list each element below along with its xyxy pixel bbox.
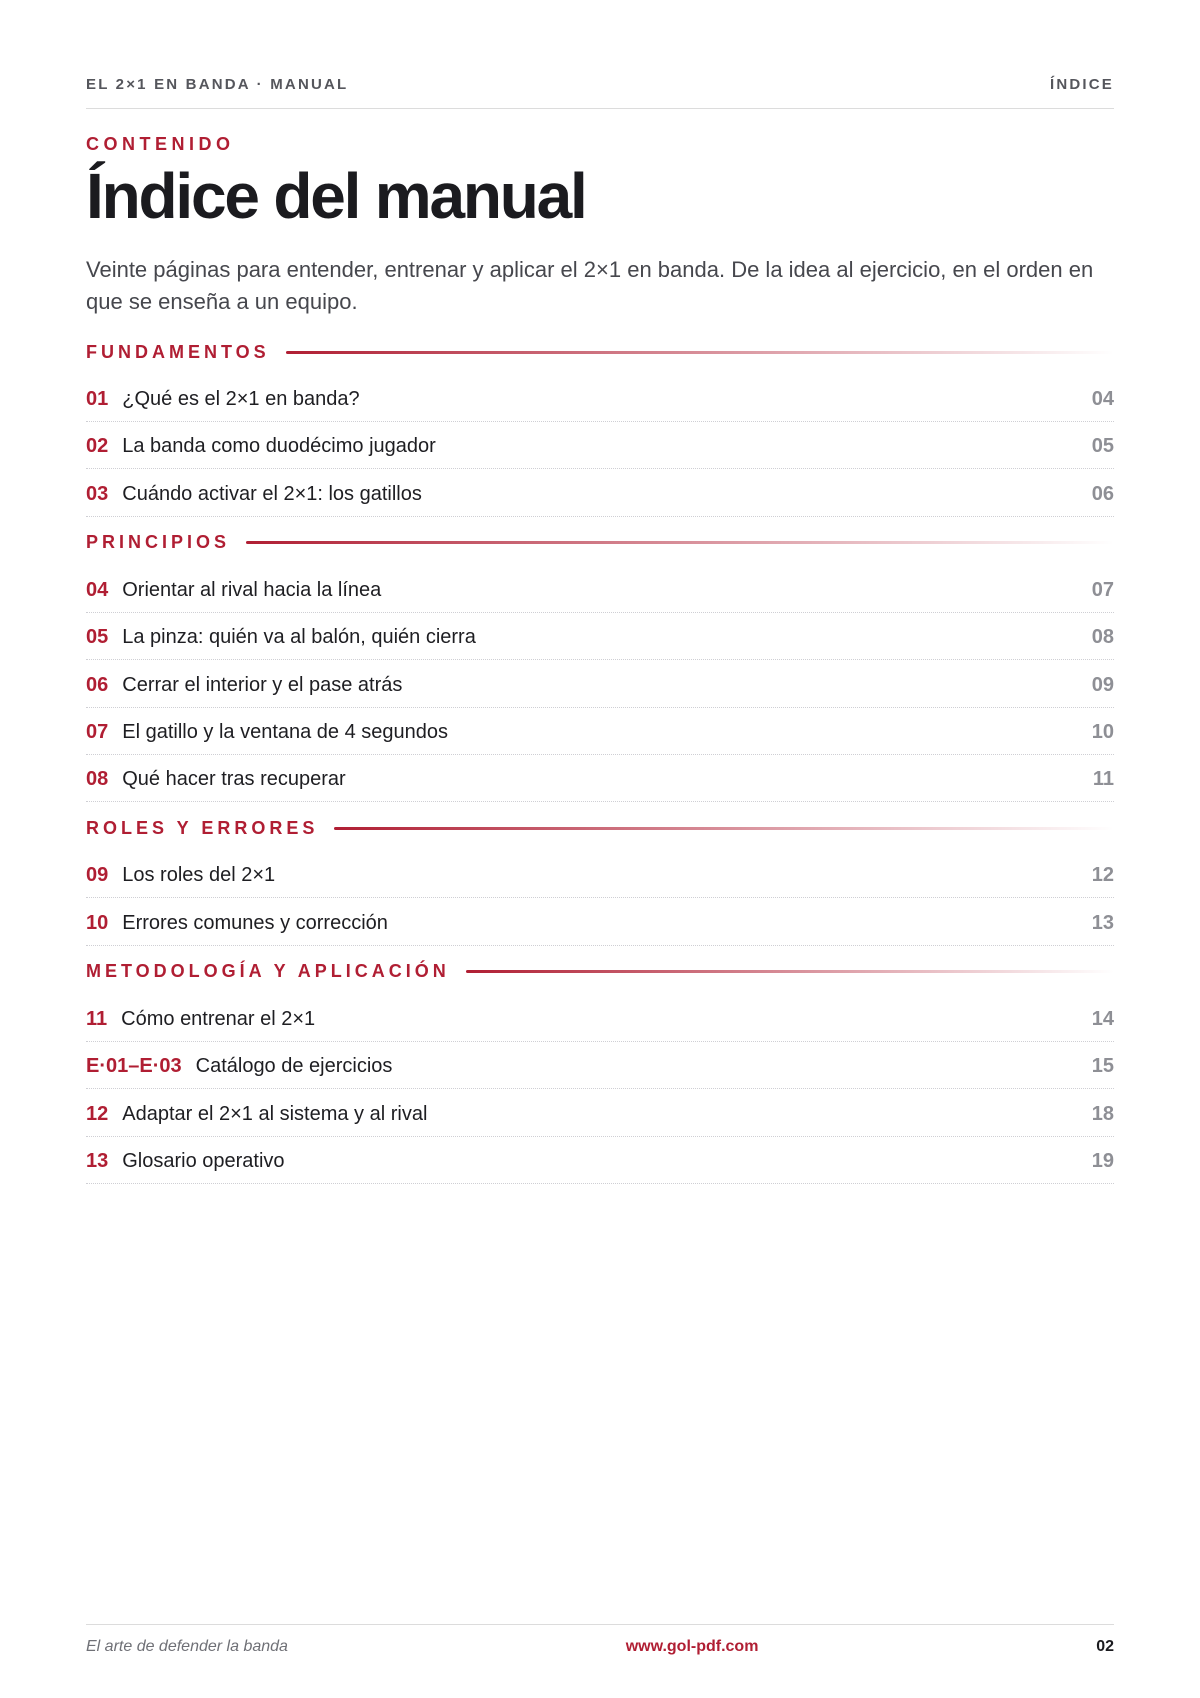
toc-entry-page: 10 (1091, 720, 1114, 743)
toc-section-title: ROLES Y ERRORES (86, 817, 319, 838)
toc-entry[interactable] (86, 614, 1114, 660)
running-header (86, 76, 1114, 109)
toc-entry-number: 04 (86, 578, 109, 601)
toc-entry-title: La pinza: quién va al balón, quién cierra (122, 626, 476, 649)
toc-entry-page: 08 (1091, 626, 1114, 649)
toc-entry[interactable] (86, 1091, 1114, 1137)
toc-entry-page: 19 (1091, 1149, 1114, 1172)
toc-entry[interactable] (86, 1138, 1114, 1184)
toc-entry-number: 12 (86, 1102, 109, 1125)
toc-entry[interactable] (86, 852, 1114, 898)
toc-entry-page: 18 (1091, 1102, 1114, 1125)
toc-entry-number: 09 (86, 864, 109, 887)
toc-entry-title: Cómo entrenar el 2×1 (121, 1007, 316, 1030)
toc-entry[interactable] (86, 423, 1114, 469)
toc-entry-number: 10 (86, 911, 109, 934)
toc-entry-title: Cuándo activar el 2×1: los gatillos (122, 482, 422, 505)
toc-entry[interactable] (86, 471, 1114, 517)
page-footer (86, 1624, 1114, 1669)
toc-section-title: FUNDAMENTOS (86, 341, 270, 362)
footer-page-number: 02 (1096, 1638, 1114, 1655)
toc-entry-title: La banda como duodécimo jugador (122, 435, 436, 458)
toc-entry-title: Cerrar el interior y el pase atrás (122, 673, 403, 696)
toc-entry-number: 07 (86, 720, 109, 743)
toc-section (86, 948, 1114, 1184)
toc-entry-number: 13 (86, 1149, 109, 1172)
toc-entry[interactable] (86, 376, 1114, 422)
toc-entry-number: 08 (86, 768, 109, 791)
table-of-contents (86, 328, 1114, 1186)
toc-entry-title: Errores comunes y corrección (122, 911, 388, 934)
toc-entry-title: ¿Qué es el 2×1 en banda? (122, 388, 360, 410)
section-divider (466, 970, 1114, 973)
toc-section-header (86, 519, 1114, 567)
toc-entry-page: 09 (1091, 673, 1114, 696)
toc-section (86, 328, 1114, 517)
toc-entry-page: 15 (1091, 1055, 1114, 1078)
toc-entry-page: 06 (1091, 482, 1114, 505)
toc-entry-title: El gatillo y la ventana de 4 segundos (122, 720, 449, 743)
intro-paragraph: Veinte páginas para entender, entrenar y aplicar el 2×1 en banda. De la idea al ejercicio, en el orden en que se enseña a un equipo. (86, 257, 1094, 314)
running-header-title: EL 2×1 EN BANDA · MANUAL (86, 76, 349, 93)
toc-section (86, 519, 1114, 803)
section-divider (246, 541, 1114, 544)
toc-entry-page: 14 (1091, 1007, 1114, 1030)
toc-entry[interactable] (86, 996, 1114, 1042)
toc-entry[interactable] (86, 900, 1114, 946)
toc-entry-number: 11 (86, 1007, 108, 1030)
toc-entry-number: 06 (86, 673, 109, 696)
toc-entry[interactable] (86, 709, 1114, 755)
toc-entry-page: 07 (1091, 578, 1114, 601)
toc-entry-page: 11 (1092, 768, 1114, 791)
toc-entry-page: 05 (1091, 435, 1114, 458)
toc-entry-number: 03 (86, 482, 109, 505)
toc-entry-number: 02 (86, 435, 109, 458)
toc-section-header (86, 328, 1114, 376)
toc-section-header (86, 804, 1114, 852)
section-kicker: CONTENIDO (86, 134, 235, 154)
toc-entry-number: 05 (86, 626, 109, 649)
toc-entry-title: Catálogo de ejercicios (195, 1055, 393, 1078)
toc-entry-number: E·01–E·03 (86, 1055, 182, 1078)
toc-entry[interactable] (86, 567, 1114, 613)
toc-entry-title: Los roles del 2×1 (122, 864, 276, 887)
section-divider (286, 351, 1114, 354)
running-header-section: ÍNDICE (1049, 76, 1114, 93)
toc-entry-page: 12 (1091, 864, 1114, 887)
toc-entry-page: 13 (1091, 911, 1114, 934)
section-divider (334, 827, 1114, 830)
toc-entry[interactable] (86, 662, 1114, 708)
toc-entry-title: Glosario operativo (122, 1149, 285, 1172)
toc-entry-title: Adaptar el 2×1 al sistema y al rival (122, 1102, 428, 1125)
toc-entry-title: Orientar al rival hacia la línea (122, 578, 382, 601)
toc-section-header (86, 948, 1114, 996)
toc-entry-title: Qué hacer tras recuperar (122, 768, 346, 791)
page-title: Índice del manual (86, 160, 586, 232)
toc-entry[interactable] (86, 1043, 1114, 1089)
page (86, 0, 1114, 1698)
footer-tagline: El arte de defender la banda (86, 1638, 288, 1655)
toc-entry-page: 04 (1091, 388, 1114, 410)
toc-section-title: PRINCIPIOS (86, 532, 231, 553)
toc-entry-number: 01 (86, 388, 109, 410)
footer-url-link[interactable]: www.gol-pdf.com (625, 1638, 759, 1655)
toc-entry[interactable] (86, 756, 1114, 802)
toc-section (86, 804, 1114, 945)
toc-section-title: METODOLOGÍA Y APLICACIÓN (86, 961, 450, 982)
